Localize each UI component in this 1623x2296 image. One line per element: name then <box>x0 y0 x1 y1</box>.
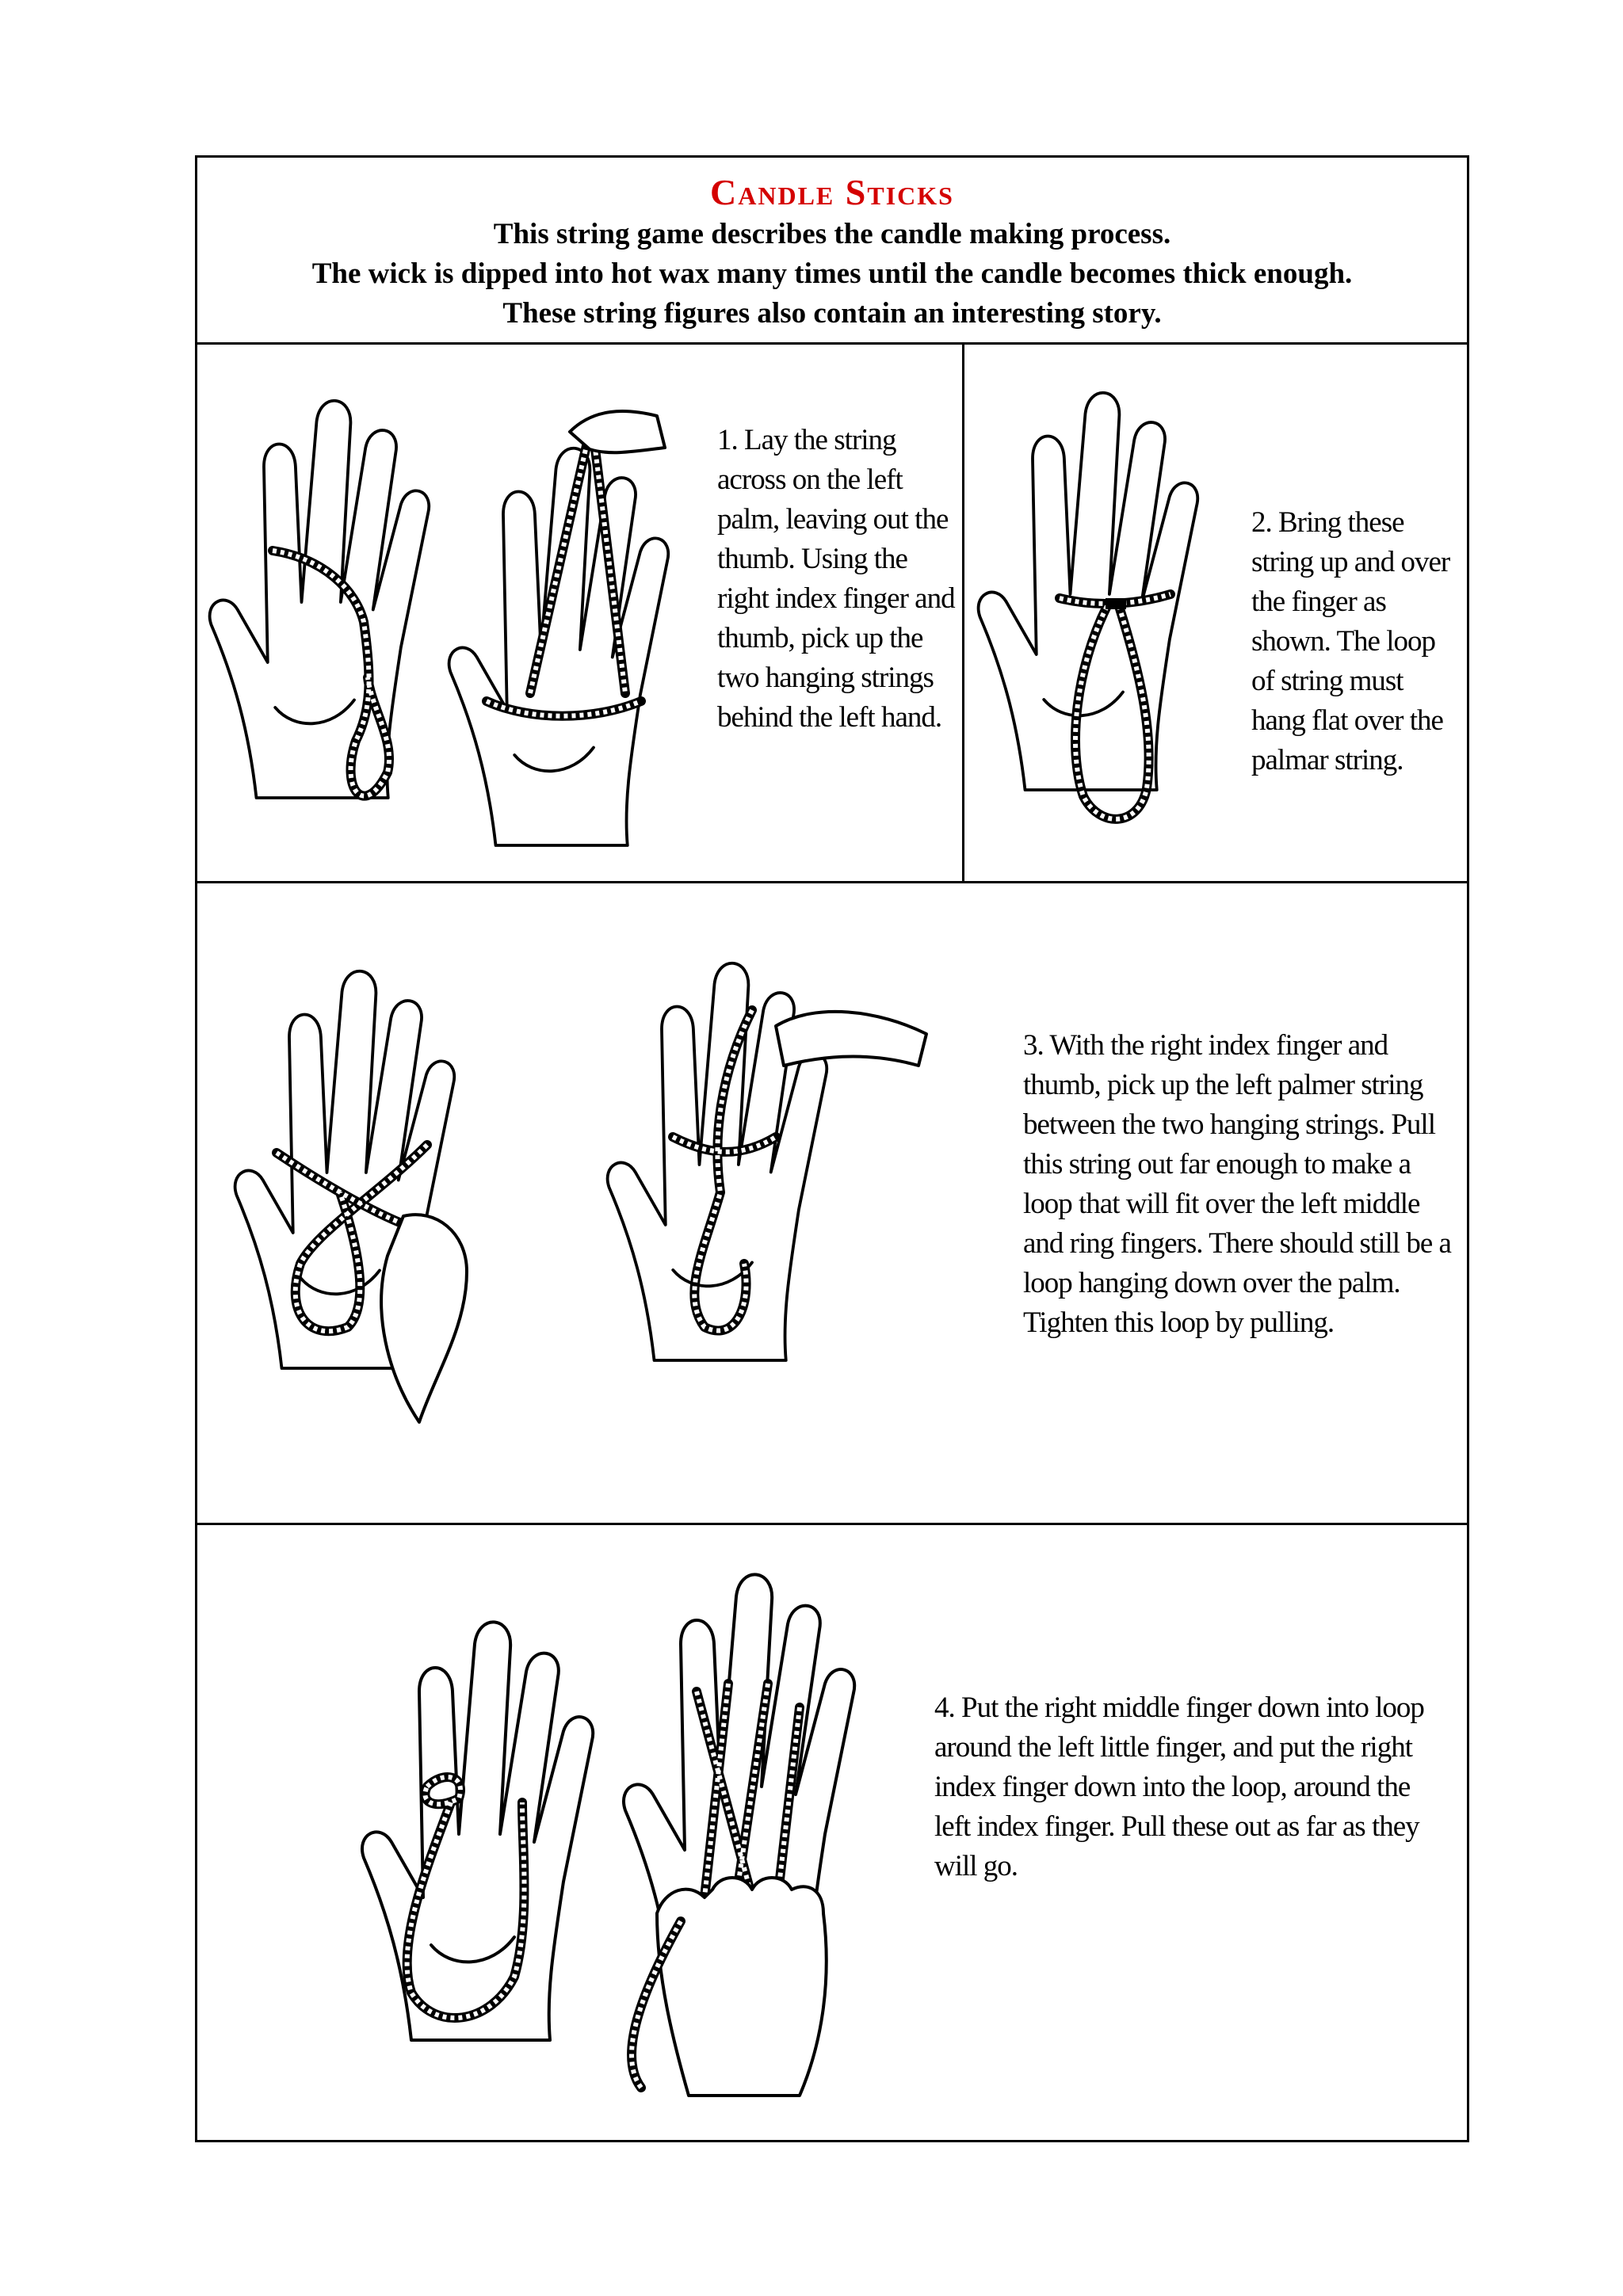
step-4-panel <box>197 1525 1467 2140</box>
intro-line: This string game describes the candle making process. <box>493 218 1171 250</box>
step-2-panel <box>964 345 1467 883</box>
intro-line: The wick is dipped into hot wax many times until the candle becomes thick enough. <box>311 257 1353 290</box>
intro-line: These string figures also contain an interesting story. <box>502 297 1162 330</box>
step-2-illustration <box>972 368 1242 860</box>
step-1-text: 1. Lay the string across on the left palm, leaving out the thumb. Using the right index finger and thumb, pick up the two hanging strings behind the left hand. <box>717 424 955 734</box>
instruction-sheet <box>195 155 1469 2142</box>
step-4-illustration <box>356 1549 911 2103</box>
step-1-panel <box>197 345 964 883</box>
step-3-panel <box>197 883 1467 1525</box>
step-2-text: 2. Bring these string up and over the finger as shown. The loop of string must hang flat over the palmar string. <box>1251 506 1450 776</box>
step-4-text: 4. Put the right middle finger down into loop around the left little finger, and put the right index finger down into the loop, around the left index finger. Pull these out as far as they will go. <box>934 1691 1424 1882</box>
step-3-text: 3. With the right index finger and thumb, pick up the left palmer string between the two hanging strings. Pull this string out far enough to make a loop that will fit over the left middle and ring fingers. There should still be a loop hanging down over the palm. Tighten this loop by pulling. <box>1023 1029 1451 1339</box>
page-title: Candle Sticks <box>710 172 954 212</box>
step-3-illustration <box>229 931 990 1438</box>
step-1-illustration <box>197 360 705 868</box>
header <box>197 158 1467 345</box>
